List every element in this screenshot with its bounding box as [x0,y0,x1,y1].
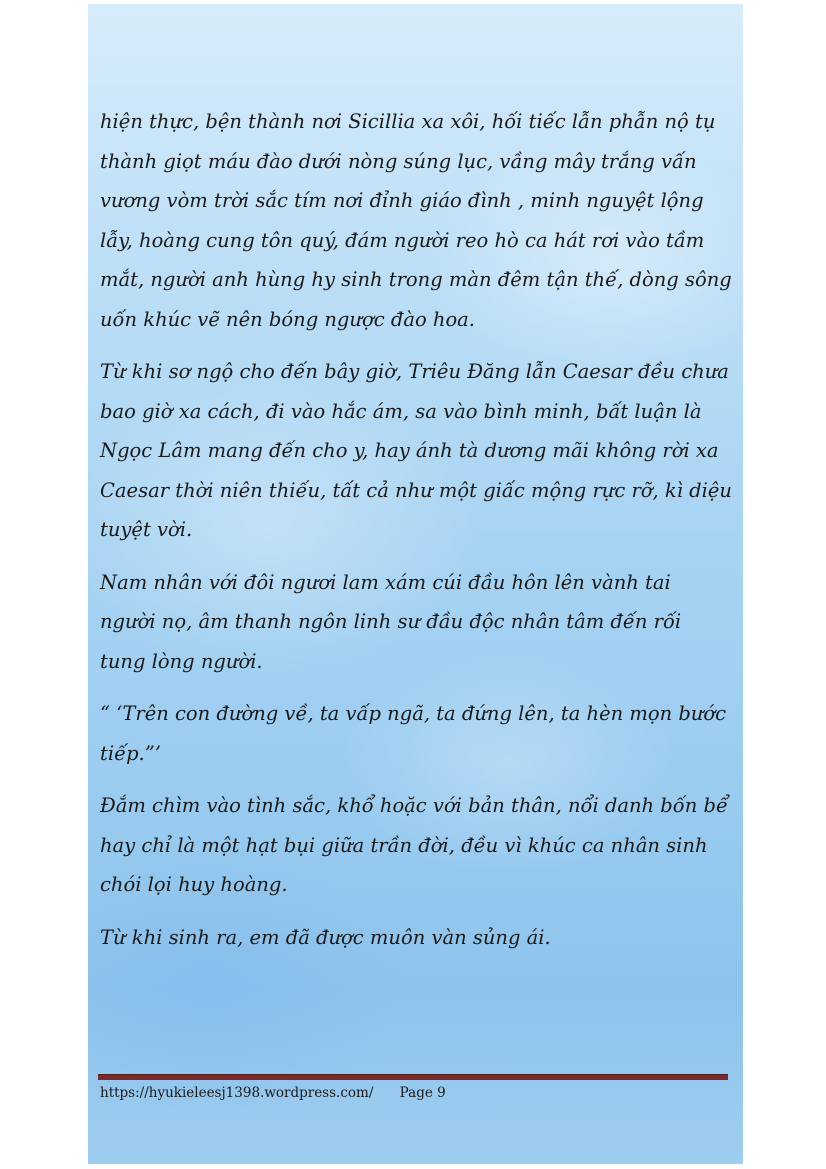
paragraph: “ ‘Trên con đường về, ta vấp ngã, ta đứng lên, ta hèn mọn bước tiếp.”’ [100,702,727,765]
paragraph: Nam nhân với đôi ngươi lam xám cúi đầu hôn lên vành tai người nọ, âm thanh ngôn linh sư đầu độc nhân tâm đến rối tung lòng người. [100,570,682,673]
page-footer [100,1085,446,1101]
document-body [100,102,732,970]
footer-divider [98,1074,728,1080]
page-number: Page 9 [399,1085,446,1101]
footer-url: https://hyukieleesj1398.wordpress.com/ [100,1085,374,1101]
paragraph: hiện thực, bện thành nơi Sicillia xa xôi, hối tiếc lẫn phẫn nộ tụ thành giọt máu đào dưới nòng súng lục, vầng mây trắng vấn vương vòm trời sắc tím nơi đỉnh giáo đình , minh nguyệt lộng lẫy, hoàng cung tôn quý, đám người reo hò ca hát rơi vào tầm mắt, người anh hùng hy sinh trong màn đêm tận thế, dòng sông uốn khúc vẽ nên bóng ngược đào hoa. [100,110,732,331]
paragraph: Đắm chìm vào tình sắc, khổ hoặc với bản thân, nổi danh bốn bể hay chỉ là một hạt bụi giữa trần đời, đều vì khúc ca nhân sinh chói lọi huy hoàng. [100,794,728,896]
paragraph: Từ khi sinh ra, em đã được muôn vàn sủng ái. [100,925,551,949]
paragraph: Từ khi sơ ngộ cho đến bây giờ, Triêu Đăng lẫn Caesar đều chưa bao giờ xa cách, đi vào hắc ám, sa vào bình minh, bất luận là Ngọc Lâm mang đến cho y, hay ánh tà dương mãi không rời xa Caesar thời niên thiếu, tất cả như một giấc mộng rực rỡ, kì diệu tuyệt vời. [100,360,732,541]
document-page [88,4,743,1164]
